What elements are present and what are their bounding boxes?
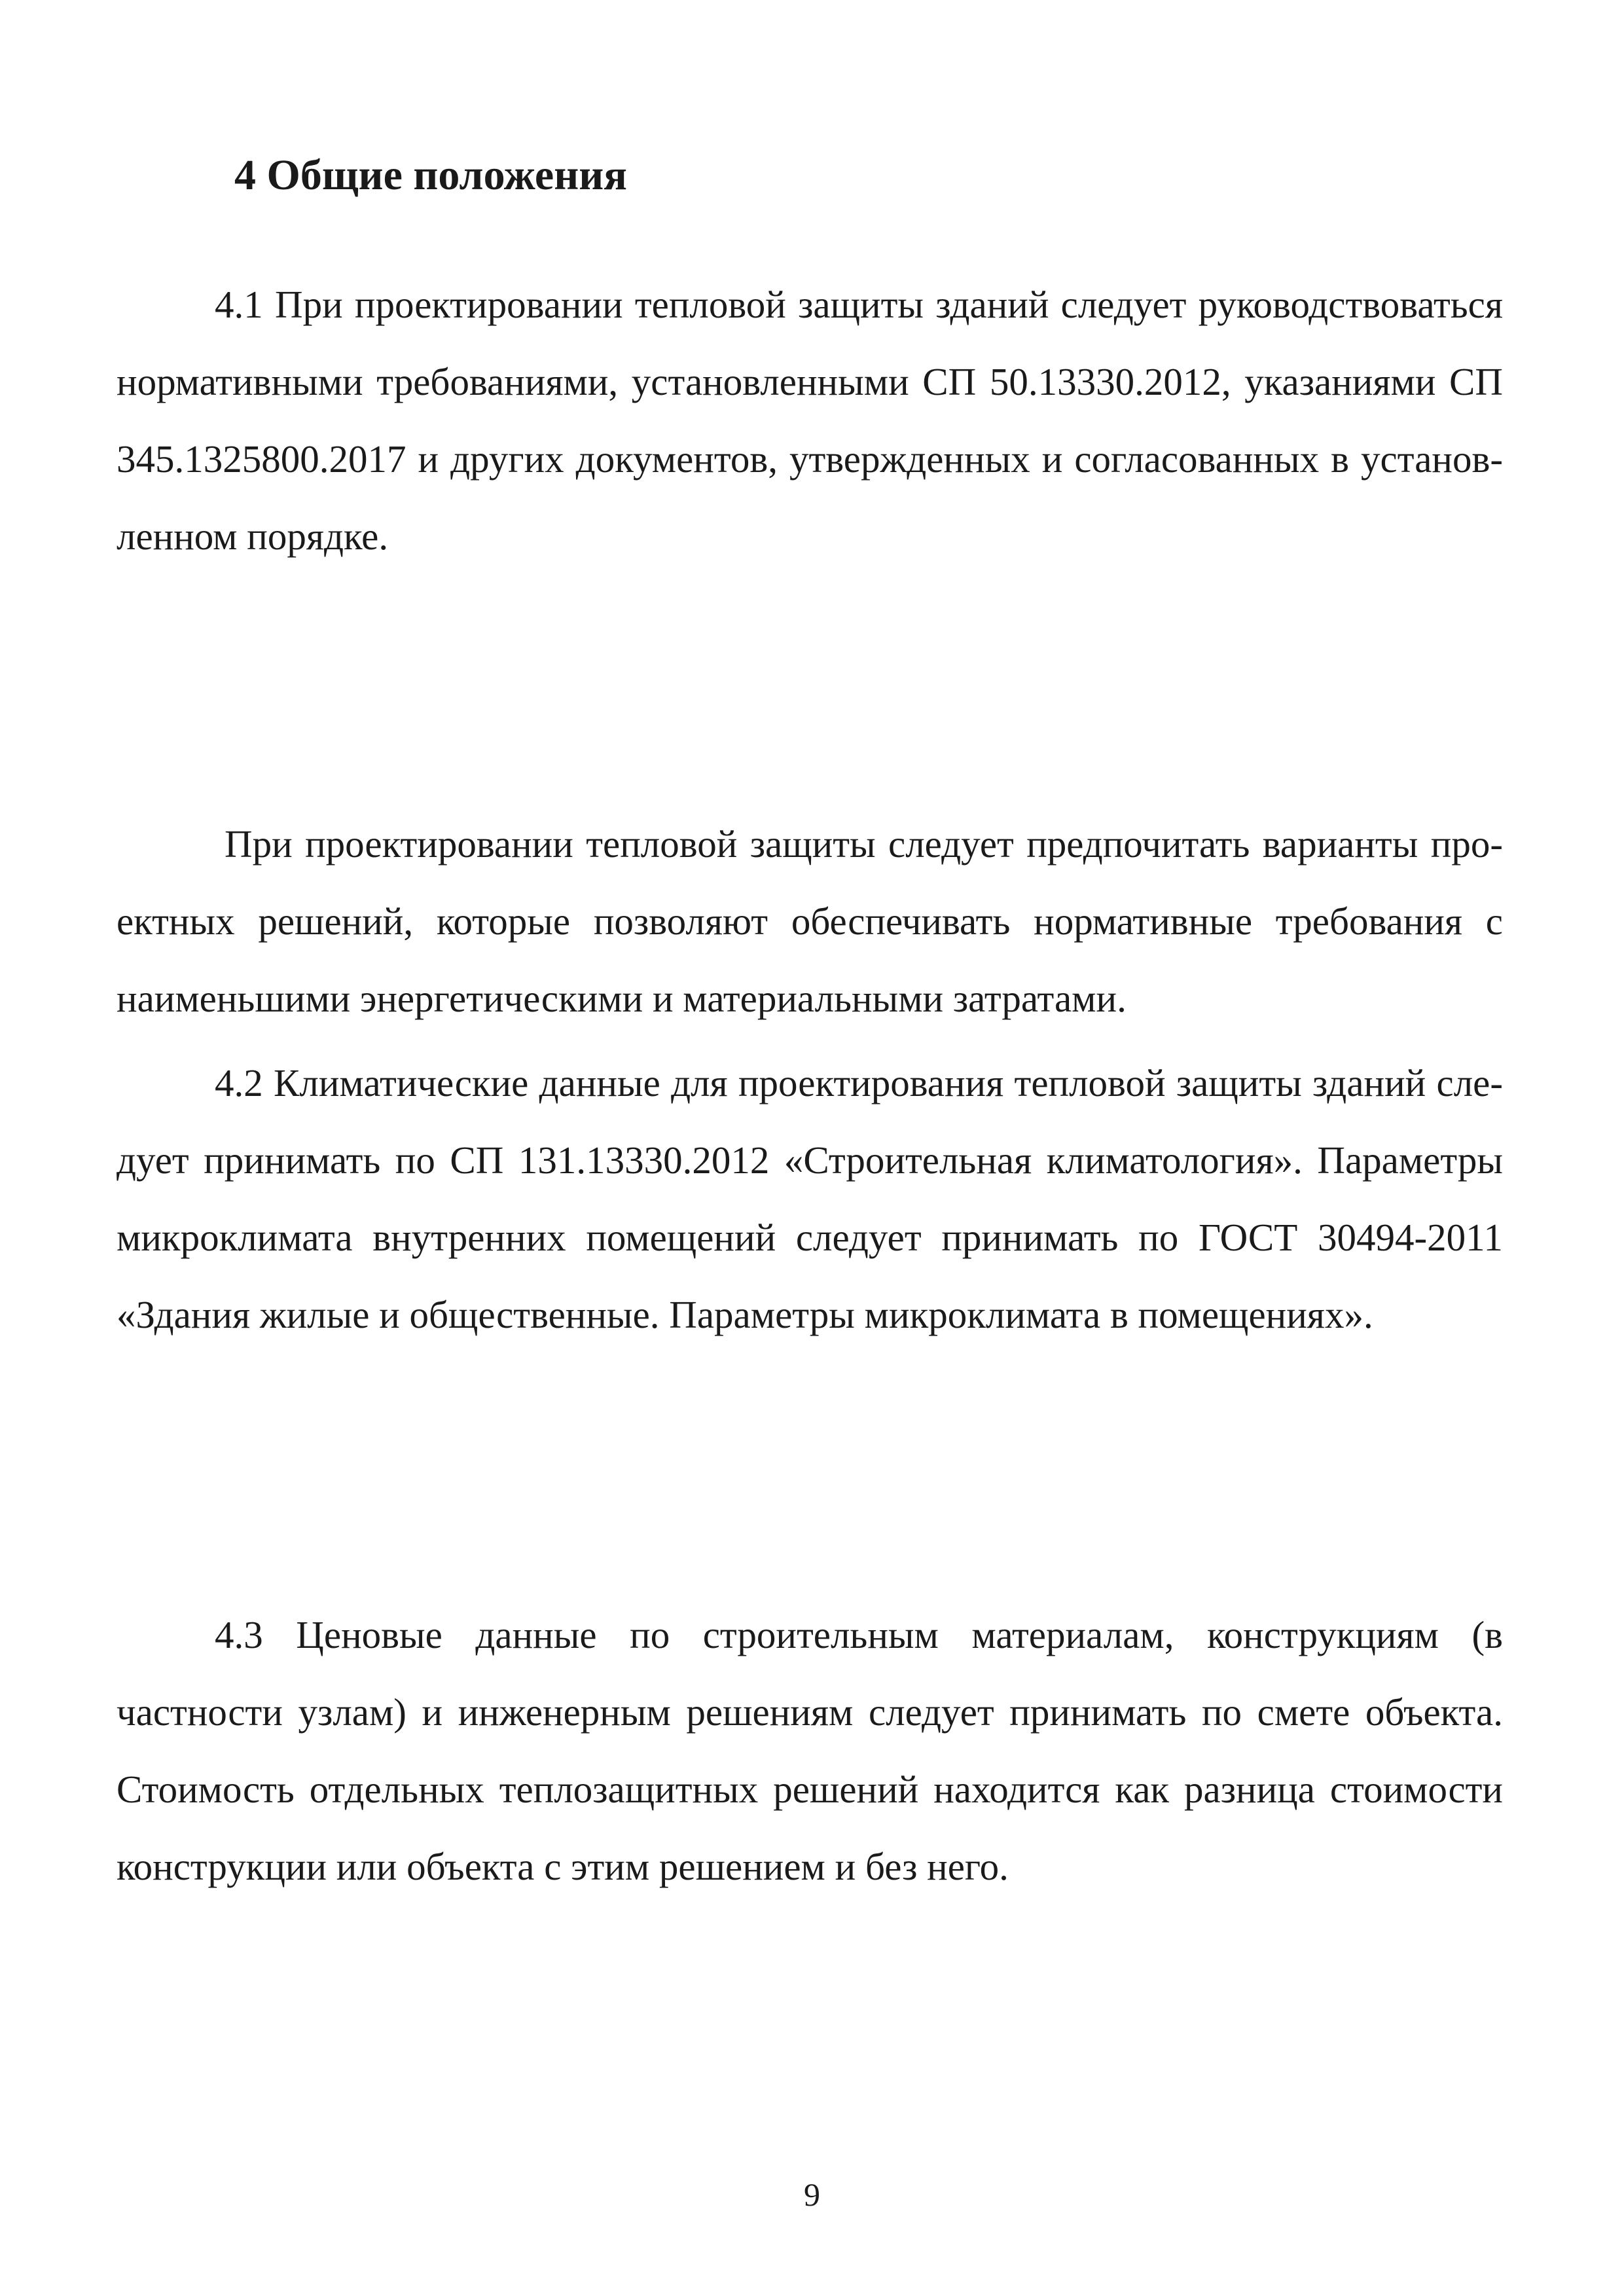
paragraph-4-1: 4.1 При проектировании тепловой защиты зданий следует руководствоваться нормативными требованиями, установленными СП 50.13330.2012, указаниями СП 345.1325800.2017 и других документов, утвержденных и согласованных в установленном порядке. bbox=[117, 283, 1503, 558]
paragraph-4-3: 4.3 Ценовые данные по строительным материалам, конструкциям (в частности узлам) и инженерным решениям следует принимать по смете объекта. Стоимость отдельных теплозащитных решений находится как разница стоимости конструкции или объекта с этим решением и без него. bbox=[117, 1613, 1503, 1888]
section-heading: 4 Общие положения bbox=[234, 151, 627, 199]
paragraph-block-4-1-continued bbox=[117, 805, 1503, 1037]
page-number: 9 bbox=[804, 2176, 820, 2213]
paragraph-4-1-continued: При проектировании тепловой защиты следует предпочитать варианты проектных решений, которые позволяют обеспечивать нормативные требования с наименьшими энергетическими и материальными затратами. bbox=[117, 822, 1503, 1020]
paragraph-4-2: 4.2 Климатические данные для проектирования тепловой защиты зданий следует принимать по СП 131.13330.2012 «Строительная климатология». Параметры микроклимата внутренних помещений следует принимать по ГОСТ 30494-2011 «Здания жилые и общественные. Параметры микроклимата в помещениях». bbox=[117, 1061, 1503, 1336]
paragraph-block-4-1 bbox=[117, 266, 1503, 575]
paragraph-block-4-2 bbox=[117, 1044, 1503, 1353]
paragraph-block-4-3 bbox=[117, 1596, 1503, 1905]
